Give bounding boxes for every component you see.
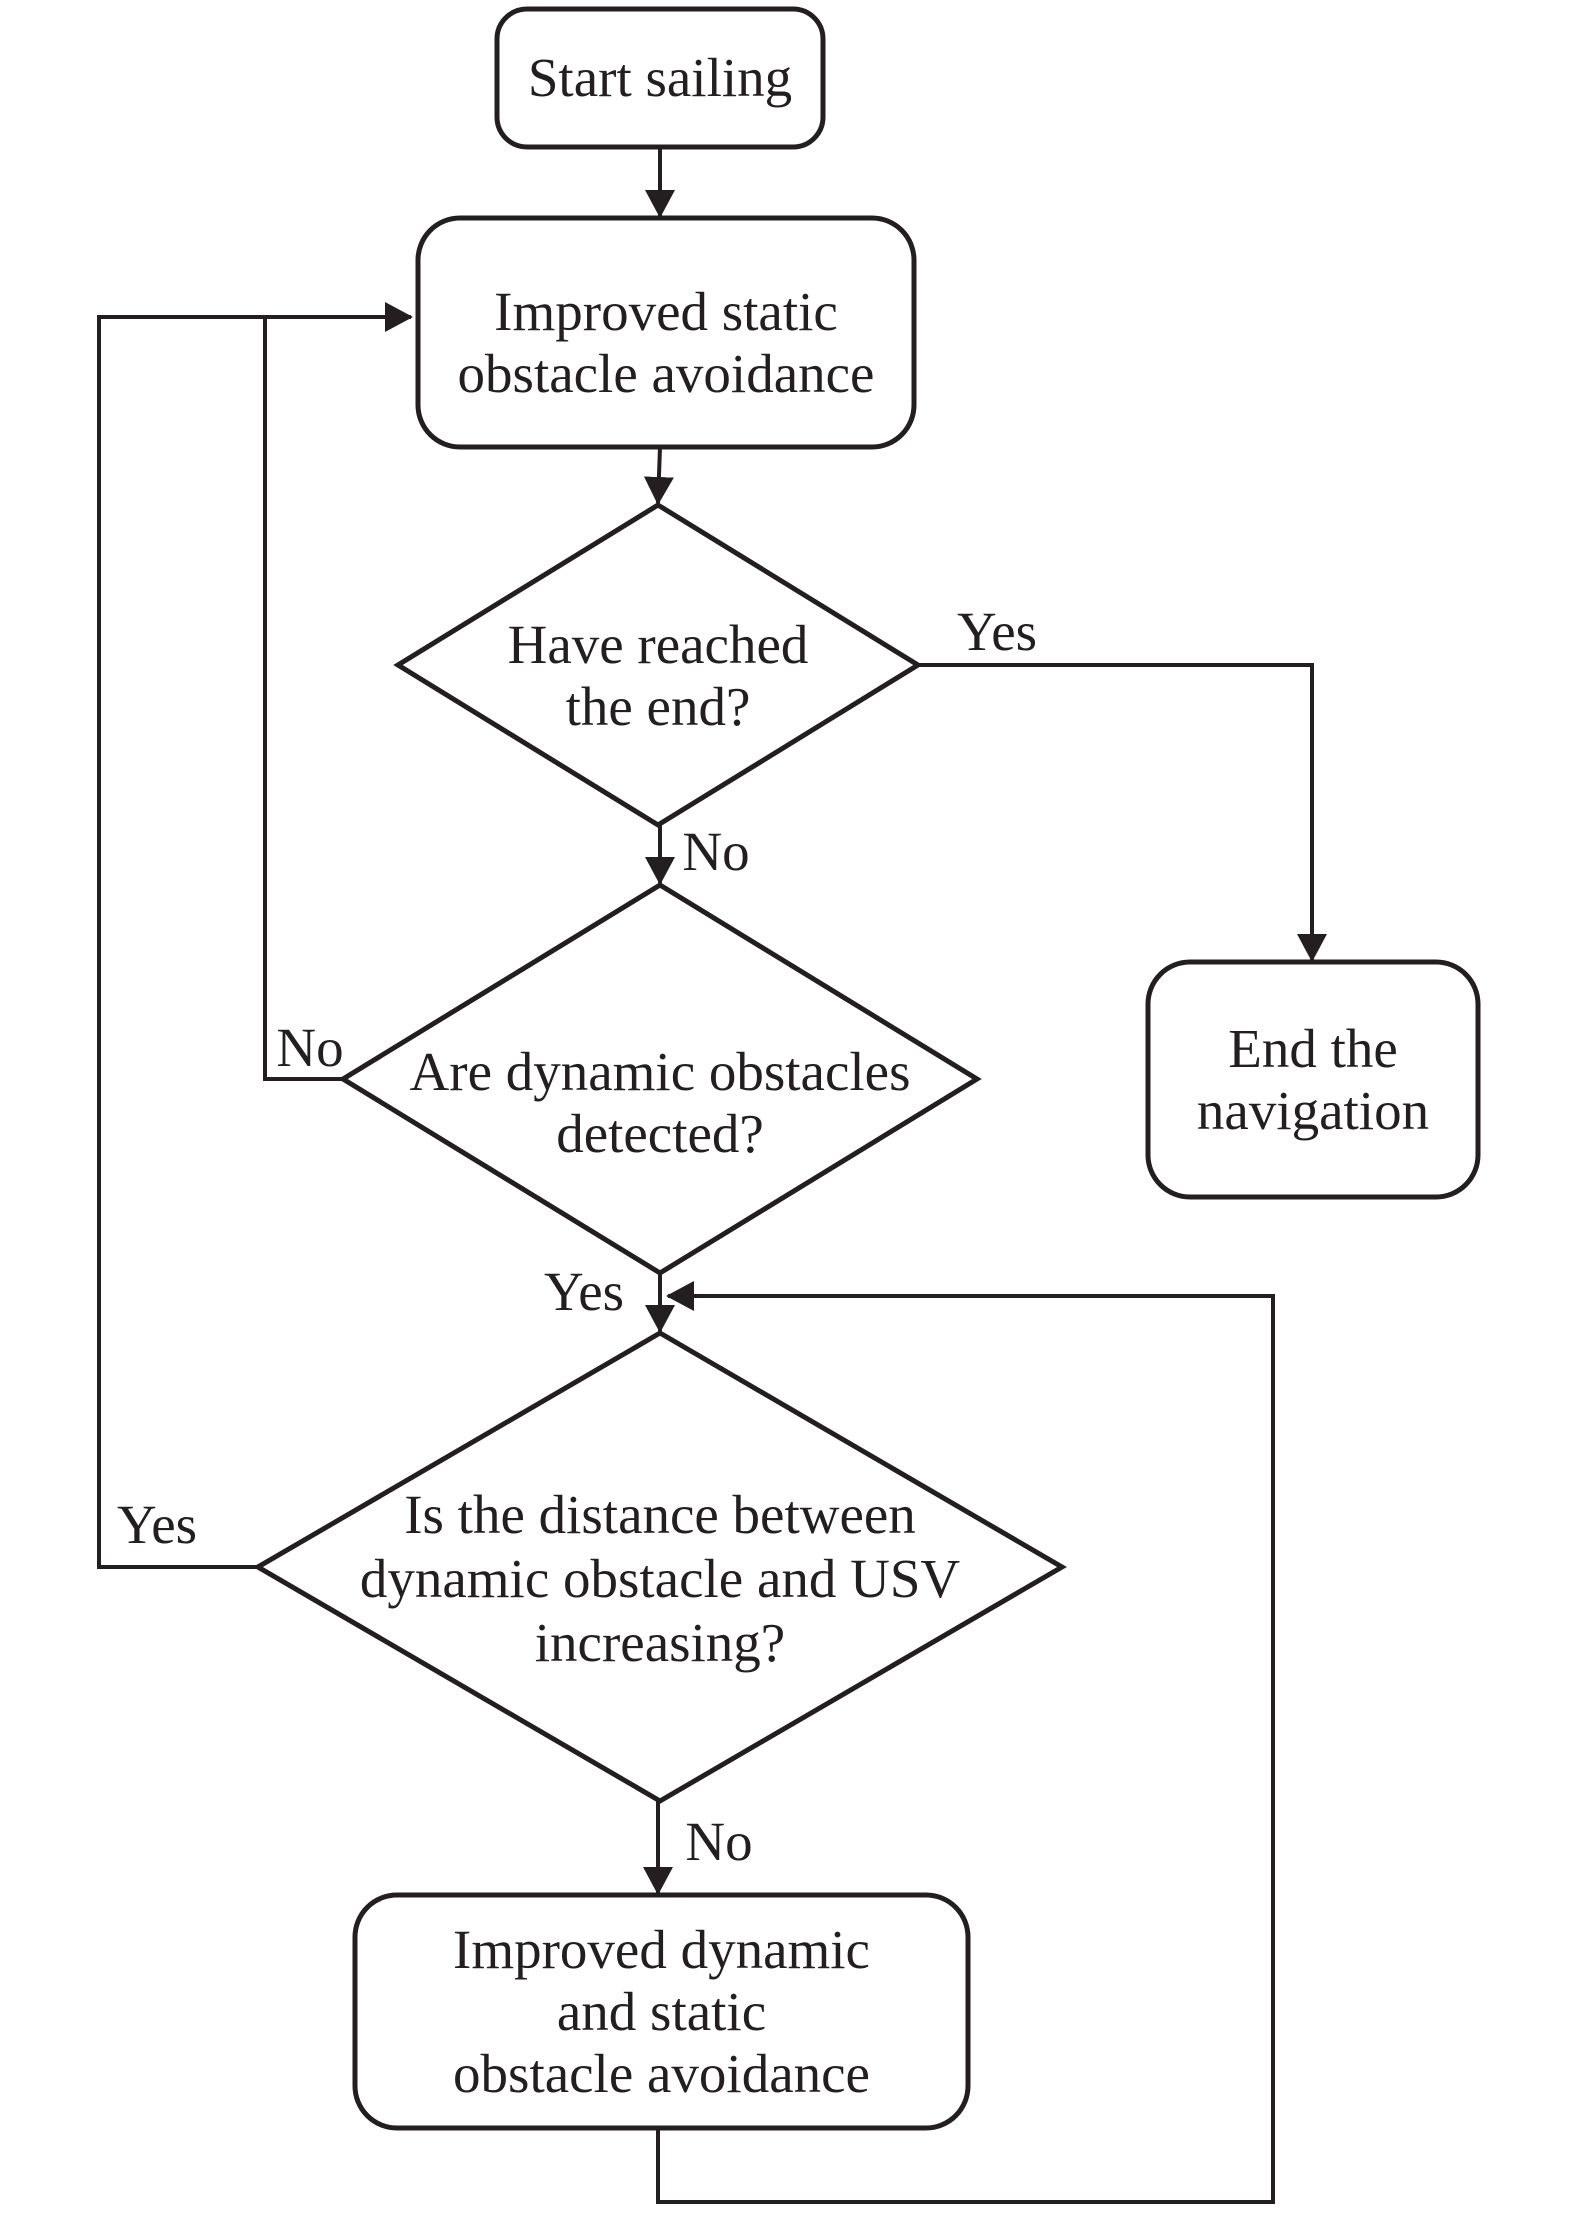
node-label-line: Improved dynamic [453,1918,870,1980]
node-label-line: Start sailing [527,47,793,108]
edge-label-distance-no: No [685,1811,753,1872]
node-label-line: dynamic obstacle and USV [359,1548,961,1609]
node-improved-dynamic-static-avoidance [355,1895,968,2128]
edge-label-reached-yes: Yes [956,601,1038,662]
node-label-line: Is the distance between [404,1484,916,1545]
node-label-line: Are dynamic obstacles [409,1041,911,1102]
node-label-line: the end? [565,676,751,737]
node-label-line: obstacle avoidance [453,2042,870,2104]
edge-label-detected-no: No [276,1017,344,1078]
decision-dynamic-obstacles-detected [343,885,977,1273]
node-label-line: detected? [556,1103,764,1164]
edge-label-detected-yes: Yes [543,1261,625,1322]
decision-distance-increasing [258,1333,1062,1801]
node-label-line: obstacle avoidance [457,342,875,404]
node-label-line: Improved static [494,280,838,342]
node-label-line: and static [556,1980,767,2042]
node-improved-static-avoidance [418,218,914,447]
decision-have-reached-end [398,505,918,825]
edge-static-to-reached [658,447,660,503]
node-label-line: increasing? [534,1612,786,1673]
node-start-sailing [497,9,823,147]
edge-detected-no-loop [265,317,343,1079]
edge-label-reached-no: No [682,821,750,882]
node-label-line: Have reached [507,614,809,675]
edge-reached-yes-to-end [918,665,1312,960]
node-end-navigation [1148,962,1478,1197]
node-label-line: End the [1228,1017,1398,1079]
node-label-line: navigation [1196,1079,1430,1141]
edge-label-distance-yes: Yes [116,1494,198,1555]
